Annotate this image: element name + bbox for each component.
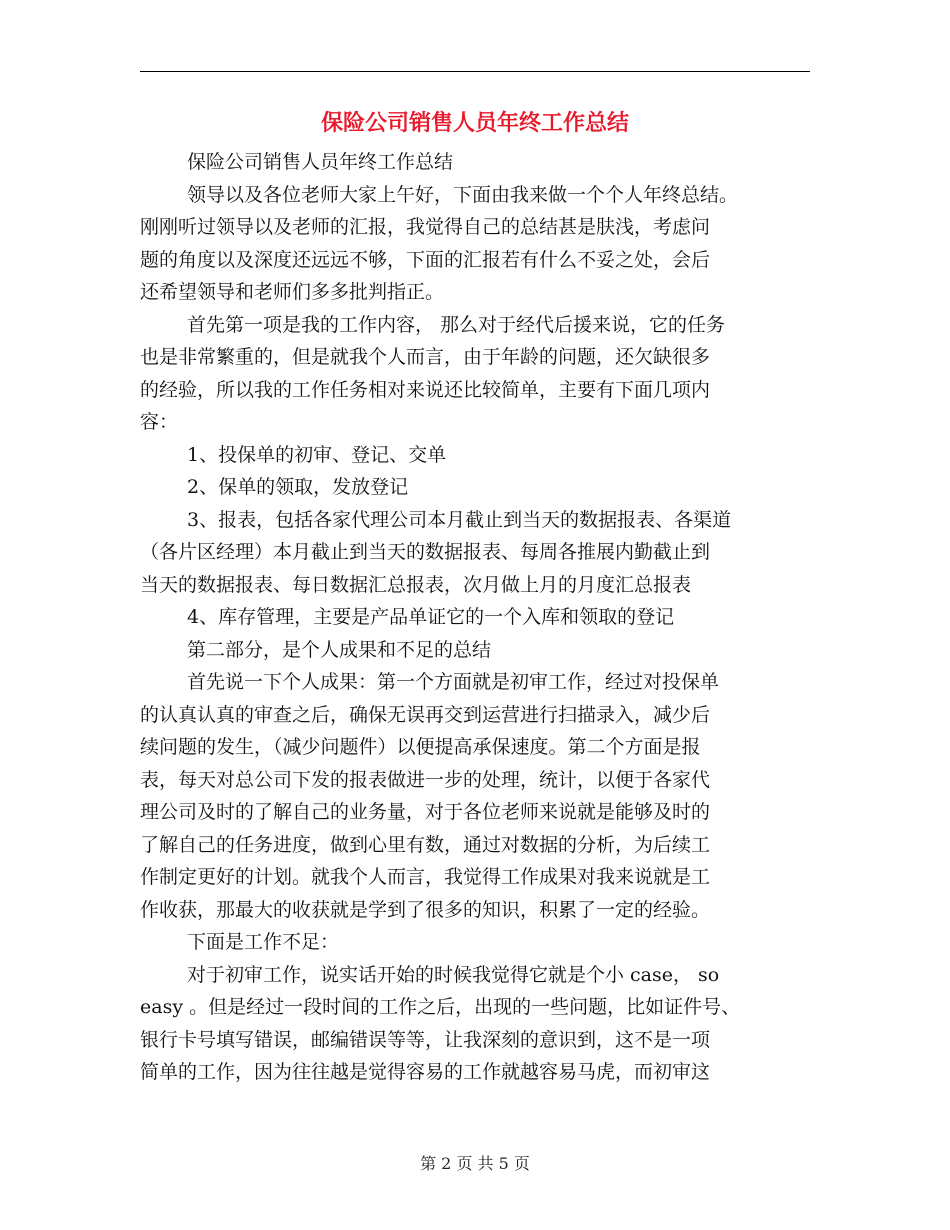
text-line: 对于初审工作，说实话开始的时候我觉得它就是个小 case， so [187,963,720,986]
text-line: 简单的工作，因为往往越是觉得容易的工作就越容易马虎，而初审这 [140,1061,711,1083]
text-line: 的经验，所以我的工作任务相对来说还比较简单，主要有下面几项内 [140,378,711,401]
text-line: 1、投保单的初审、登记、交单 [187,443,447,466]
header-rule [140,71,810,72]
text-line: 的认真认真的审查之后，确保无误再交到运营进行扫描录入，减少后 [140,703,711,726]
text-line: 理公司及时的了解自己的业务量，对于各位老师来说就是能够及时的 [140,801,711,823]
page-number-footer: 第 2 页 共 5 页 [420,1154,530,1173]
text-line: 表，每天对总公司下发的报表做进一步的处理，统计，以便于各家代 [140,768,711,791]
text-line: 续问题的发生，（减少问题件）以便提高承保速度。第二个方面是报 [140,736,701,758]
text-line: 作制定更好的计划。就我个人而言，我觉得工作成果对我来说就是工 [140,866,711,888]
text-line: easy 。但是经过一段时间的工作之后，出现的一些问题，比如证件号、 [140,996,741,1018]
document-body [140,146,830,1089]
text-line: 2、保单的领取，发放登记 [187,476,409,498]
text-line: 也是非常繁重的，但是就我个人而言，由于年龄的问题，还欠缺很多 [140,346,711,368]
text-line: 还希望领导和老师们多多批判指正。 [140,281,445,303]
text-line: 作收获，那最大的收获就是学到了很多的知识，积累了一定的经验。 [140,898,711,921]
text-line: 保险公司销售人员年终工作总结 [187,151,454,173]
text-line: 领导以及各位老师大家上午好，下面由我来做一个个人年终总结。 [187,183,739,206]
page-title: 保险公司销售人员年终工作总结 [320,111,629,136]
text-line: 4、库存管理，主要是产品单证它的一个入库和领取的登记 [187,606,675,628]
text-line: 3、报表，包括各家代理公司本月截止到当天的数据报表、各渠道 [187,508,732,531]
text-line: 第二部分，是个人成果和不足的总结 [187,638,492,661]
text-line: 银行卡号填写错误，邮编错误等等，让我深刻的意识到，这不是一项 [140,1028,711,1051]
text-line: 刚刚听过领导以及老师的汇报，我觉得自己的总结甚是肤浅，考虑问 [140,216,711,238]
text-line: 首先第一项是我的工作内容， 那么对于经代后援来说，它的任务 [187,313,726,336]
text-line: 容： [140,411,179,433]
text-line: 题的角度以及深度还远远不够，下面的汇报若有什么不妥之处，会后 [140,248,711,271]
text-line: 首先说一下个人成果：第一个方面就是初审工作，经过对投保单 [187,671,720,693]
text-line: 下面是工作不足： [187,931,340,953]
text-line: （各片区经理）本月截止到当天的数据报表、每周各推展内勤截止到 [140,541,711,563]
text-line: 了解自己的任务进度，做到心里有数，通过对数据的分析，为后续工 [140,833,711,856]
text-line: 当天的数据报表、每日数据汇总报表，次月做上月的月度汇总报表 [140,573,692,596]
